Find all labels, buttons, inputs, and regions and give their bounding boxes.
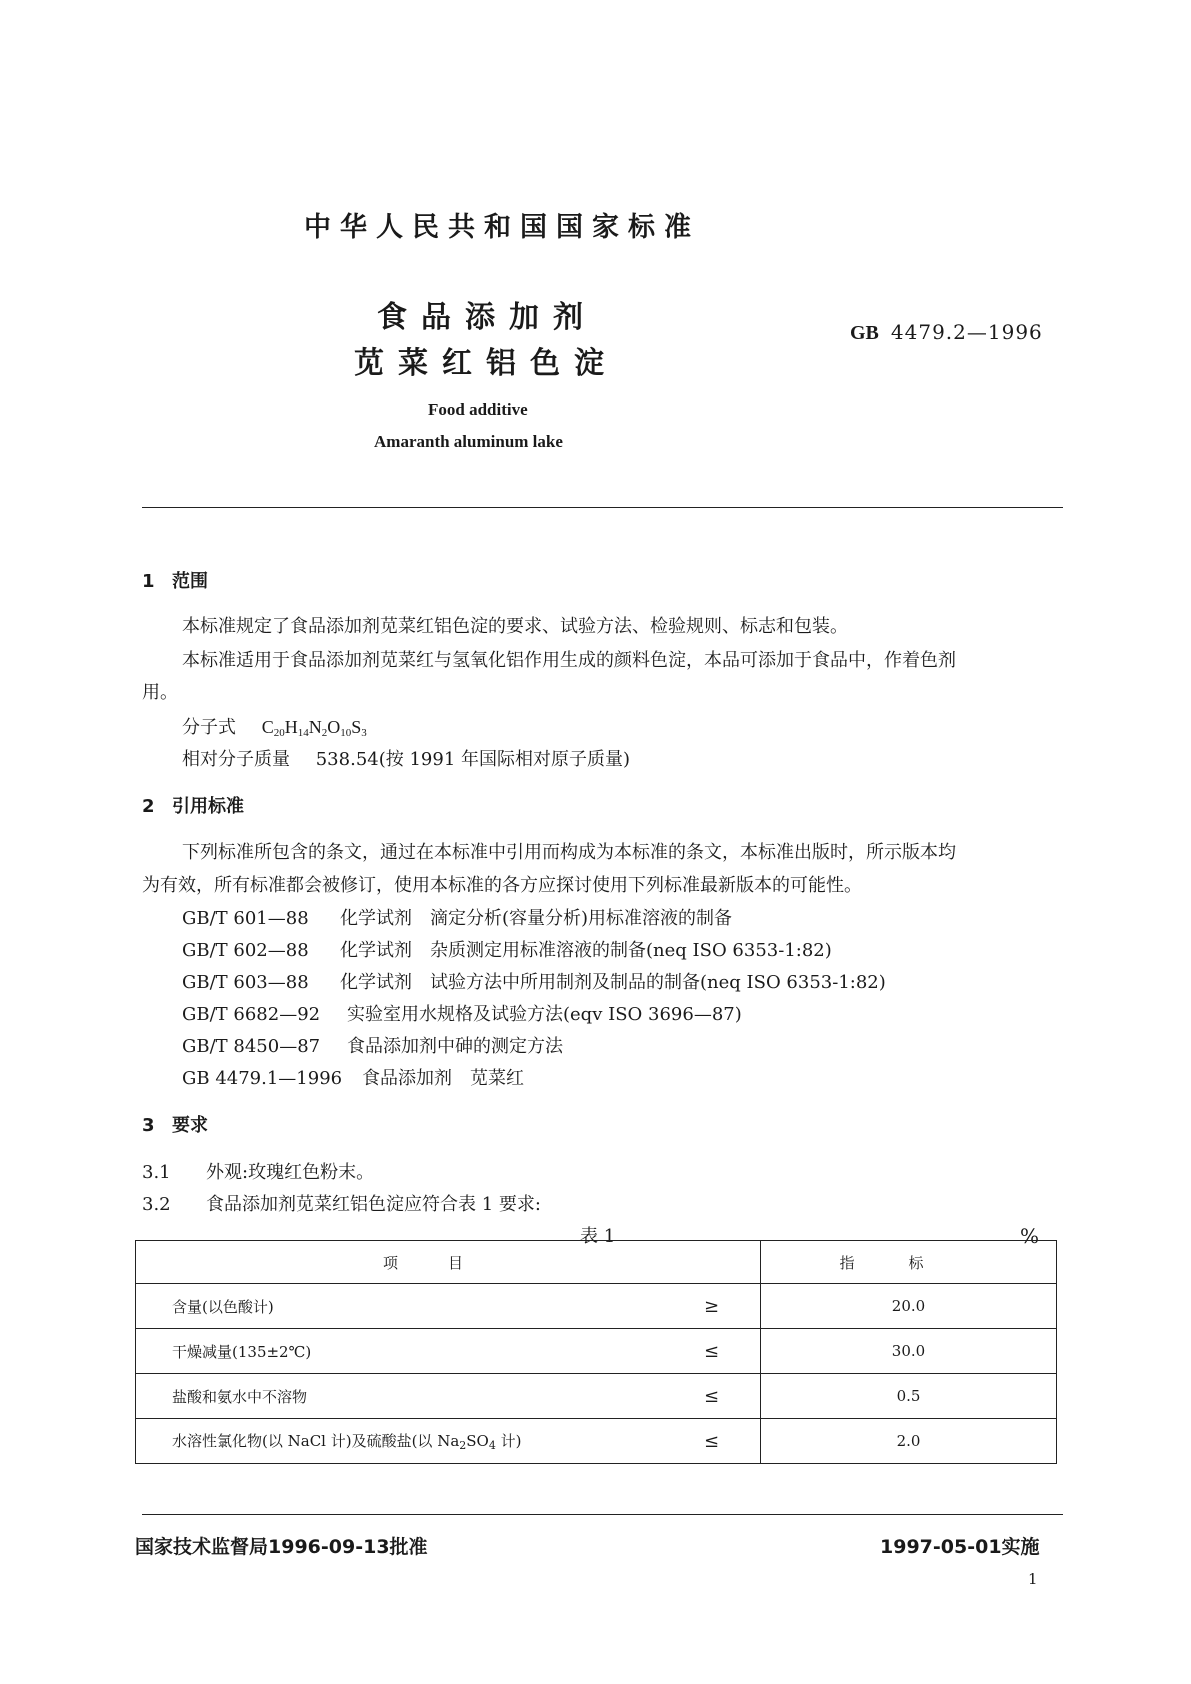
section-title: 要求	[172, 1115, 208, 1136]
item-name: 盐酸和氨水中不溶物	[136, 1374, 664, 1419]
clause-3-1	[142, 1158, 374, 1184]
standard-title-line2: 苋菜红铝色淀	[354, 346, 618, 381]
molecular-mass-line	[182, 745, 630, 771]
reference-title: 化学试剂 试验方法中所用制剂及制品的制备(neq ISO 6353-1:82)	[340, 972, 886, 993]
s2-paragraph-1a: 下列标准所包含的条文，通过在本标准中引用而构成为本标准的条文，本标准出版时，所示版本均	[182, 842, 956, 863]
footer-divider	[142, 1514, 1063, 1515]
country-standard-title: 中华人民共和国国家标准	[304, 212, 700, 243]
s1-paragraph-2a: 本标准适用于食品添加剂苋菜红与氢氧化铝作用生成的颜料色淀，本品可添加于食品中，作着色剂	[182, 650, 956, 671]
section-title: 范围	[172, 571, 208, 592]
reference-code: GB/T 603—88	[182, 972, 309, 993]
clause-number: 3.2	[142, 1194, 171, 1215]
item-name: 含量(以色酸计)	[136, 1284, 664, 1329]
standard-code-prefix: GB	[850, 322, 879, 344]
item-value: 2.0	[761, 1419, 1057, 1464]
s1-paragraph-2b: 用。	[142, 682, 178, 703]
reference-code: GB/T 6682—92	[182, 1004, 321, 1025]
reference-item	[182, 968, 886, 994]
item-operator: ≥	[663, 1284, 761, 1329]
reference-title: 化学试剂 滴定分析(容量分析)用标准溶液的制备	[340, 908, 733, 929]
english-title-line1: Food additive	[428, 400, 528, 419]
s2-paragraph-1b: 为有效，所有标准都会被修订，使用本标准的各方应探讨使用下列标准最新版本的可能性。	[142, 875, 862, 896]
reference-item	[182, 1000, 742, 1026]
section-1-heading	[142, 567, 208, 593]
standard-code-number: 4479.2—1996	[890, 320, 1043, 344]
header-item: 项目	[136, 1241, 761, 1284]
reference-title: 化学试剂 杂质测定用标准溶液的制备(neq ISO 6353-1:82)	[340, 940, 832, 961]
item-value: 30.0	[761, 1329, 1057, 1374]
reference-item	[182, 1032, 563, 1058]
section-2-heading	[142, 792, 244, 818]
requirements-table	[135, 1240, 1057, 1464]
approval-statement: 国家技术监督局1996-09-13批准	[135, 1536, 428, 1558]
reference-item	[182, 936, 832, 962]
table-unit: %	[1020, 1224, 1040, 1248]
effective-date: 1997-05-01实施	[880, 1536, 1040, 1558]
standard-title-line1: 食品添加剂	[377, 300, 597, 335]
mass-value: 538.54(按 1991 年国际相对原子质量)	[315, 749, 631, 770]
reference-code: GB/T 602—88	[182, 940, 309, 961]
item-operator: ≤	[663, 1374, 761, 1419]
clause-number: 3.1	[142, 1162, 171, 1183]
mass-label: 相对分子质量	[182, 749, 290, 770]
standard-code	[850, 320, 1043, 345]
reference-code: GB 4479.1—1996	[182, 1068, 343, 1089]
reference-title: 食品添加剂中砷的测定方法	[347, 1036, 563, 1057]
reference-item	[182, 904, 732, 930]
section-number: 2	[142, 796, 155, 817]
item-operator: ≤	[663, 1329, 761, 1374]
table-header-row	[136, 1241, 1057, 1284]
item-value: 20.0	[761, 1284, 1057, 1329]
section-title: 引用标准	[172, 796, 244, 817]
header-value: 指标	[761, 1241, 1057, 1284]
section-number: 3	[142, 1115, 155, 1136]
formula-label: 分子式	[182, 717, 236, 738]
header-divider	[142, 507, 1063, 508]
molecular-formula-line	[182, 713, 367, 739]
s1-paragraph-1: 本标准规定了食品添加剂苋菜红铝色淀的要求、试验方法、检验规则、标志和包装。	[182, 616, 848, 637]
item-name: 水溶性氯化物(以 NaCl 计)及硫酸盐(以 $Na_2SO_4$ 计)	[136, 1419, 664, 1464]
section-number: 1	[142, 571, 155, 592]
molecular-formula: $C_{20}H_{14}N_2O_{10}S_3$	[261, 717, 367, 739]
english-title-line2: Amaranth aluminum lake	[374, 432, 563, 451]
table-row	[136, 1374, 1057, 1419]
reference-title: 食品添加剂 苋菜红	[362, 1068, 524, 1089]
clause-3-2	[142, 1190, 541, 1216]
section-3-heading	[142, 1111, 208, 1137]
clause-text: 外观:玫瑰红色粉末。	[206, 1162, 375, 1183]
table-caption: 表 1	[580, 1226, 616, 1247]
item-value: 0.5	[761, 1374, 1057, 1419]
reference-code: GB/T 8450—87	[182, 1036, 321, 1057]
clause-text: 食品添加剂苋菜红铝色淀应符合表 1 要求:	[206, 1194, 541, 1215]
item-name: 干燥减量(135±2℃)	[136, 1329, 664, 1374]
reference-title: 实验室用水规格及试验方法(eqv ISO 3696—87)	[347, 1004, 742, 1025]
page-number: 1	[1028, 1570, 1038, 1588]
reference-item	[182, 1064, 524, 1090]
reference-code: GB/T 601—88	[182, 908, 309, 929]
table-row	[136, 1419, 1057, 1464]
table-row	[136, 1329, 1057, 1374]
item-operator: ≤	[663, 1419, 761, 1464]
table-row	[136, 1284, 1057, 1329]
